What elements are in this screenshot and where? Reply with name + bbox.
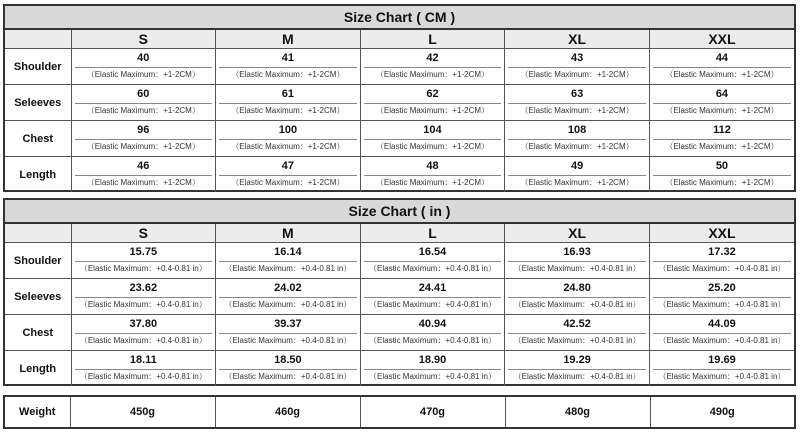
elastic-note: （Elastic Maximum：+0.4-0.81 in） (653, 333, 791, 347)
measurement-cell (360, 243, 505, 279)
row-label: Seleeves (5, 85, 71, 121)
elastic-note: （Elastic Maximum：+1-2CM） (75, 139, 213, 153)
elastic-note: （Elastic Maximum：+1-2CM） (219, 67, 357, 81)
row-label: Length (5, 157, 71, 193)
measurement-value: 16.93 (563, 246, 591, 258)
measurement-value: 100 (278, 124, 298, 136)
measurement-value: 16.54 (418, 246, 447, 258)
elastic-note: （Elastic Maximum：+1-2CM） (75, 103, 213, 117)
measurement-cell (505, 121, 650, 157)
size-table (5, 30, 794, 192)
elastic-note: （Elastic Maximum：+0.4-0.81 in） (508, 297, 646, 311)
size-header: XL (505, 30, 650, 49)
elastic-note: （Elastic Maximum：+0.4-0.81 in） (219, 297, 357, 311)
measurement-cell (649, 351, 794, 387)
elastic-note: （Elastic Maximum：+0.4-0.81 in） (508, 369, 646, 383)
measurement-value: 39.37 (274, 318, 302, 330)
measurement-cell (360, 279, 505, 315)
elastic-note: （Elastic Maximum：+0.4-0.81 in） (364, 333, 502, 347)
size-header: XXL (649, 224, 794, 243)
size-header: XXL (649, 30, 794, 49)
size-header: L (360, 224, 505, 243)
elastic-note: （Elastic Maximum：+0.4-0.81 in） (364, 261, 502, 275)
measurement-cell (360, 49, 505, 85)
elastic-note: （Elastic Maximum：+1-2CM） (653, 67, 791, 81)
elastic-note: （Elastic Maximum：+0.4-0.81 in） (219, 261, 357, 275)
size-header-row (5, 30, 794, 49)
measurement-cell (216, 279, 361, 315)
measurement-value: 62 (426, 88, 439, 100)
elastic-note: （Elastic Maximum：+0.4-0.81 in） (75, 369, 213, 383)
measurement-value: 44 (715, 52, 729, 64)
measurement-value: 24.80 (563, 282, 591, 294)
measurement-value: 61 (281, 88, 295, 100)
measurement-value: 63 (570, 88, 584, 100)
measurement-value: 25.20 (708, 282, 736, 294)
measurement-cell (216, 157, 361, 193)
measurement-value: 47 (281, 160, 295, 172)
elastic-note: （Elastic Maximum：+1-2CM） (653, 103, 791, 117)
row-label: Chest (5, 121, 71, 157)
measurement-row (5, 85, 794, 121)
elastic-note: （Elastic Maximum：+1-2CM） (364, 67, 502, 81)
measurement-row (5, 243, 794, 279)
measurement-cell (360, 315, 505, 351)
elastic-note: （Elastic Maximum：+0.4-0.81 in） (364, 369, 502, 383)
measurement-value: 42 (426, 52, 439, 64)
measurement-cell (649, 279, 794, 315)
size-chart-cm (3, 4, 796, 192)
measurement-cell (505, 243, 650, 279)
measurement-value: 24.41 (418, 282, 447, 294)
measurement-cell (505, 279, 650, 315)
size-table (5, 224, 794, 386)
measurement-cell (216, 243, 361, 279)
measurement-value: 48 (426, 160, 439, 172)
measurement-value: 37.80 (129, 318, 158, 330)
measurement-cell (216, 85, 361, 121)
size-chart-inches (3, 198, 796, 386)
elastic-note: （Elastic Maximum：+1-2CM） (219, 139, 357, 153)
measurement-value: 24.02 (274, 282, 302, 294)
corner-cell (5, 224, 71, 243)
size-header-row (5, 224, 794, 243)
measurement-cell (71, 351, 216, 387)
elastic-note: （Elastic Maximum：+1-2CM） (508, 103, 646, 117)
size-header: XL (505, 224, 650, 243)
measurement-value: 16.14 (274, 246, 302, 258)
measurement-row (5, 157, 794, 193)
measurement-value: 64 (715, 88, 729, 100)
corner-cell (5, 30, 71, 49)
weight-table (3, 395, 796, 429)
weight-value: 480g (505, 396, 650, 428)
elastic-note: （Elastic Maximum：+1-2CM） (75, 67, 213, 81)
elastic-note: （Elastic Maximum：+1-2CM） (508, 67, 646, 81)
measurement-cell (71, 279, 216, 315)
measurement-cell (360, 85, 505, 121)
measurement-cell (216, 315, 361, 351)
weight-row (4, 396, 795, 428)
elastic-note: （Elastic Maximum：+0.4-0.81 in） (219, 333, 357, 347)
elastic-note: （Elastic Maximum：+0.4-0.81 in） (75, 261, 213, 275)
measurement-value: 23.62 (129, 282, 158, 294)
measurement-cell (505, 85, 650, 121)
elastic-note: （Elastic Maximum：+0.4-0.81 in） (653, 297, 791, 311)
row-label: Shoulder (5, 243, 71, 279)
measurement-value: 18.90 (418, 354, 447, 366)
measurement-value: 96 (137, 124, 150, 136)
row-label: Chest (5, 315, 71, 351)
measurement-value: 44.09 (708, 318, 736, 330)
measurement-cell (505, 157, 650, 193)
chart-title: Size Chart ( in ) (5, 200, 794, 224)
measurement-cell (216, 351, 361, 387)
measurement-cell (71, 85, 216, 121)
measurement-cell (360, 157, 505, 193)
elastic-note: （Elastic Maximum：+0.4-0.81 in） (508, 333, 646, 347)
measurement-cell (649, 157, 794, 193)
measurement-row (5, 121, 794, 157)
measurement-cell (71, 157, 216, 193)
measurement-value: 49 (570, 160, 584, 172)
measurement-value: 19.29 (563, 354, 591, 366)
measurement-value: 42.52 (563, 318, 591, 330)
elastic-note: （Elastic Maximum：+1-2CM） (364, 103, 502, 117)
measurement-cell (71, 243, 216, 279)
measurement-value: 60 (137, 88, 150, 100)
measurement-cell (360, 351, 505, 387)
measurement-cell (71, 315, 216, 351)
measurement-value: 40 (137, 52, 150, 64)
measurement-cell (649, 121, 794, 157)
measurement-value: 108 (567, 124, 587, 136)
weight-value: 470g (360, 396, 505, 428)
measurement-value: 18.50 (274, 354, 302, 366)
measurement-cell (505, 315, 650, 351)
measurement-cell (71, 49, 216, 85)
weight-value: 490g (650, 396, 795, 428)
elastic-note: （Elastic Maximum：+0.4-0.81 in） (219, 369, 357, 383)
elastic-note: （Elastic Maximum：+1-2CM） (219, 175, 357, 189)
weight-value: 460g (215, 396, 360, 428)
measurement-cell (505, 49, 650, 85)
measurement-value: 104 (423, 124, 442, 136)
measurement-value: 19.69 (708, 354, 736, 366)
elastic-note: （Elastic Maximum：+1-2CM） (219, 103, 357, 117)
measurement-row (5, 279, 794, 315)
size-header: S (71, 30, 216, 49)
measurement-value: 41 (281, 52, 295, 64)
measurement-row (5, 315, 794, 351)
measurement-cell (216, 49, 361, 85)
chart-title: Size Chart ( CM ) (5, 6, 794, 30)
measurement-value: 17.32 (708, 246, 736, 258)
elastic-note: （Elastic Maximum：+1-2CM） (508, 139, 646, 153)
row-label: Shoulder (5, 49, 71, 85)
weight-value: 450g (70, 396, 215, 428)
row-label: Length (5, 351, 71, 387)
elastic-note: （Elastic Maximum：+1-2CM） (364, 139, 502, 153)
measurement-value: 15.75 (129, 246, 158, 258)
measurement-cell (71, 121, 216, 157)
measurement-value: 18.11 (129, 354, 157, 366)
measurement-cell (649, 243, 794, 279)
elastic-note: （Elastic Maximum：+0.4-0.81 in） (75, 297, 213, 311)
elastic-note: （Elastic Maximum：+0.4-0.81 in） (653, 369, 791, 383)
measurement-value: 43 (570, 52, 584, 64)
size-header: M (216, 30, 361, 49)
row-label: Weight (4, 396, 70, 428)
elastic-note: （Elastic Maximum：+0.4-0.81 in） (364, 297, 502, 311)
measurement-value: 40.94 (418, 318, 447, 330)
elastic-note: （Elastic Maximum：+1-2CM） (508, 175, 646, 189)
measurement-cell (649, 315, 794, 351)
measurement-value: 50 (715, 160, 729, 172)
measurement-value: 46 (137, 160, 150, 172)
row-label: Seleeves (5, 279, 71, 315)
measurement-cell (649, 49, 794, 85)
measurement-cell (505, 351, 650, 387)
elastic-note: （Elastic Maximum：+1-2CM） (653, 139, 791, 153)
elastic-note: （Elastic Maximum：+1-2CM） (75, 175, 213, 189)
measurement-cell (649, 85, 794, 121)
elastic-note: （Elastic Maximum：+0.4-0.81 in） (653, 261, 791, 275)
measurement-row (5, 49, 794, 85)
size-header: S (71, 224, 216, 243)
measurement-row (5, 351, 794, 387)
elastic-note: （Elastic Maximum：+1-2CM） (364, 175, 502, 189)
size-header: L (360, 30, 505, 49)
measurement-cell (360, 121, 505, 157)
elastic-note: （Elastic Maximum：+0.4-0.81 in） (75, 333, 213, 347)
elastic-note: （Elastic Maximum：+0.4-0.81 in） (508, 261, 646, 275)
measurement-value: 112 (713, 124, 731, 136)
measurement-cell (216, 121, 361, 157)
size-header: M (216, 224, 361, 243)
elastic-note: （Elastic Maximum：+1-2CM） (653, 175, 791, 189)
